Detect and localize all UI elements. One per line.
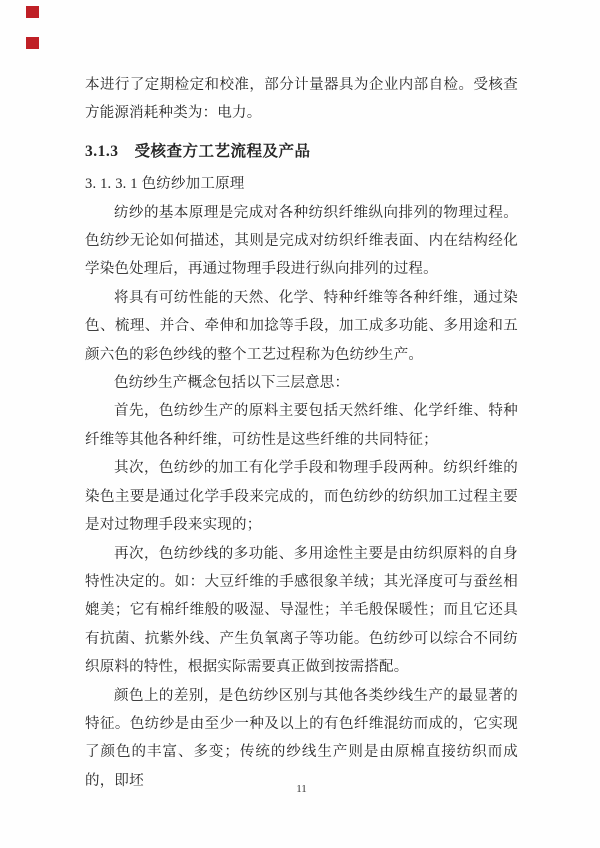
paragraph-6: 再次，色纺纱线的多功能、多用途性主要是由纺织原料的自身特性决定的。如：大豆纤维的手感很象羊绒；其光泽度可与蚕丝相媲美；它有棉纤维般的吸湿、导湿性；羊毛般保暖性；而且它还具有抗菌、抗紫外线、产生负氧离子等功能。色纺纱可以综合不同纺织原料的特性，根据实际需要真正做到按需搭配。	[85, 545, 518, 676]
paragraph-7: 颜色上的差别，是色纺纱区别与其他各类纱线生产的最显著的特征。色纺纱是由至少一种及以上的有色纤维混纺而成的，它实现了颜色的丰富、多变；传统的纱线生产则是由原棉直接纺织而成的，即坯	[85, 687, 518, 789]
paragraph-3: 色纺纱生产概念包括以下三层意思：	[114, 375, 350, 392]
paragraph-1: 纺纱的基本原理是完成对各种纺织纤维纵向排列的物理过程。色纺纱无论如何描述，其则是完成对纺织纤维表面、内在结构经化学染色处理后，再通过物理手段进行纵向排列的过程。	[85, 204, 518, 278]
red-marker-top	[26, 6, 39, 18]
paragraph-4: 首先，色纺纱生产的原料主要包括天然纤维、化学纤维、特种纤维等其他各种纤维，可纺性是这些纤维的共同特征；	[85, 403, 518, 448]
page-number: 11	[296, 783, 307, 795]
paragraph-2: 将具有可纺性能的天然、化学、特种纤维等各种纤维，通过染色、梳理、并合、牵伸和加捻等手段，加工成多功能、多用途和五颜六色的彩色纱线的整个工艺过程称为色纺纱生产。	[85, 289, 518, 363]
section-heading: 3.1.3 受核查方工艺流程及产品	[85, 142, 311, 160]
subsection-heading: 3. 1. 3. 1 色纺纱加工原理	[85, 176, 245, 193]
red-marker-bottom	[26, 37, 39, 49]
document-content	[85, 71, 518, 795]
paragraph-5: 其次，色纺纱的加工有化学手段和物理手段两种。纺织纤维的染色主要是通过化学手段来完成的，而色纺纱的纺织加工过程主要是对过物理手段来实现的；	[85, 460, 518, 534]
intro-paragraph: 本进行了定期检定和校准，部分计量器具为企业内部自检。受核查方能源消耗种类为：电力。	[85, 77, 518, 122]
